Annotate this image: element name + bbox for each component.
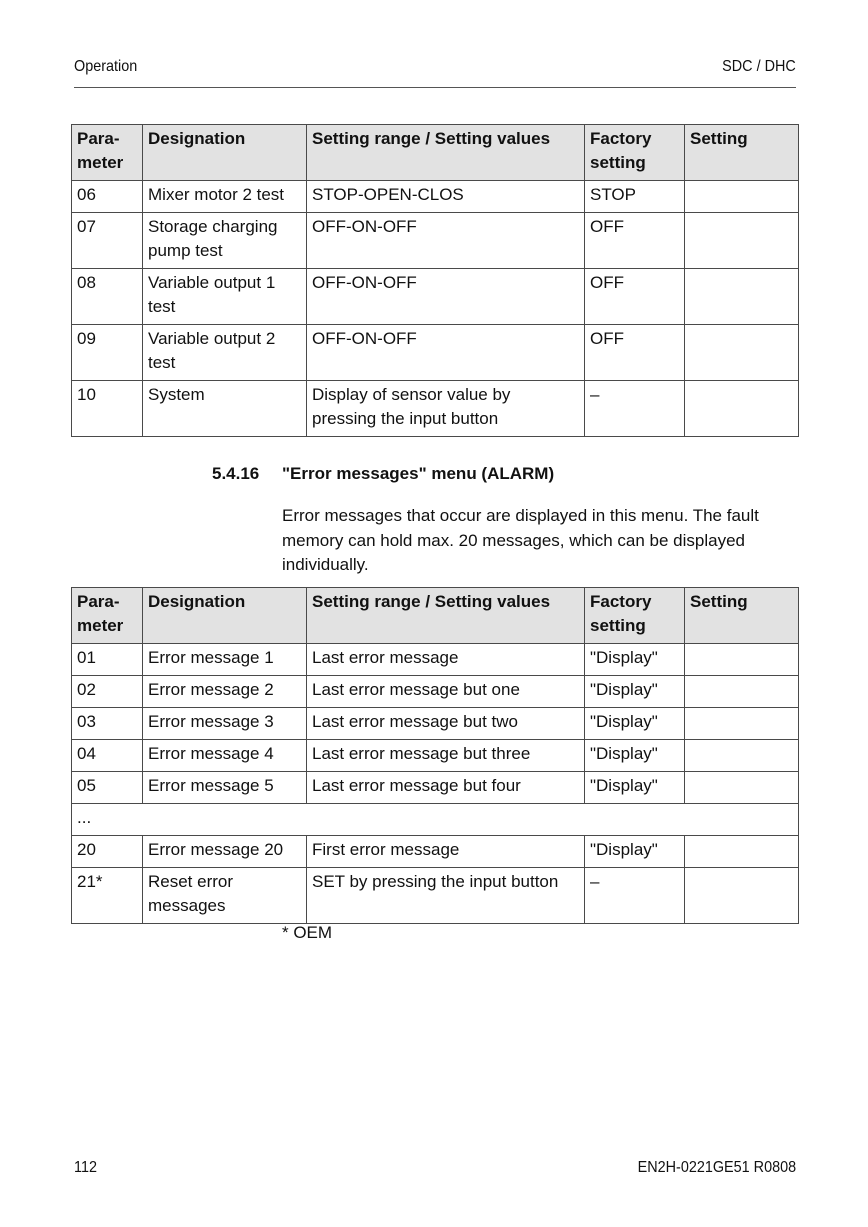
cell-factory-setting: "Display" (585, 708, 685, 740)
cell-designation: Error message 3 (143, 708, 307, 740)
document-id: EN2H-0221GE51 R0808 (637, 1159, 796, 1176)
header-parameter: Para- meter (72, 588, 143, 644)
cell-setting (685, 213, 799, 269)
header-factory-setting: Factory setting (585, 588, 685, 644)
cell-setting-range: SET by pressing the input button (307, 868, 585, 924)
header-designation: Designation (143, 125, 307, 181)
section-title: "Error messages" menu (ALARM) (282, 464, 555, 483)
cell-factory-setting: "Display" (585, 644, 685, 676)
header-factory-setting: Factory setting (585, 125, 685, 181)
cell-designation: Storage charging pump test (143, 213, 307, 269)
table-row (72, 213, 799, 269)
cell-parameter: 04 (72, 740, 143, 772)
cell-setting (685, 676, 799, 708)
footnote-oem: * OEM (282, 923, 333, 942)
cell-factory-setting: STOP (585, 181, 685, 213)
cell-setting (685, 772, 799, 804)
header-product-label: SDC / DHC (722, 58, 796, 75)
table-header-row (72, 125, 799, 181)
cell-parameter: 01 (72, 644, 143, 676)
cell-designation: Error message 20 (143, 836, 307, 868)
table-row (72, 676, 799, 708)
cell-setting (685, 181, 799, 213)
cell-setting-range: Last error message (307, 644, 585, 676)
cell-setting-range: Display of sensor value by pressing the input button (307, 381, 585, 437)
cell-setting-range: Last error message but three (307, 740, 585, 772)
header-designation: Designation (143, 588, 307, 644)
table-row (72, 772, 799, 804)
table-row (72, 836, 799, 868)
cell-setting-range: Last error message but two (307, 708, 585, 740)
table-row (72, 708, 799, 740)
cell-factory-setting: OFF (585, 213, 685, 269)
table-row (72, 381, 799, 437)
section-intro: Error messages that occur are displayed in this menu. The fault memory can hold max. 20 messages, which can be displayed individually. (282, 506, 759, 574)
cell-parameter: 20 (72, 836, 143, 868)
cell-designation: Reset error messages (143, 868, 307, 924)
section-number: 5.4.16 (212, 464, 260, 483)
cell-setting (685, 836, 799, 868)
test-parameters-table (71, 124, 799, 437)
cell-designation: Error message 4 (143, 740, 307, 772)
cell-factory-setting: "Display" (585, 836, 685, 868)
cell-setting-range: OFF-ON-OFF (307, 213, 585, 269)
cell-setting (685, 644, 799, 676)
cell-factory-setting: – (585, 868, 685, 924)
header-setting-range: Setting range / Setting values (307, 125, 585, 181)
cell-designation: System (143, 381, 307, 437)
ellipsis-cell: ... (72, 804, 799, 836)
cell-factory-setting: "Display" (585, 772, 685, 804)
cell-setting-range: First error message (307, 836, 585, 868)
cell-setting (685, 740, 799, 772)
cell-setting-range: STOP-OPEN-CLOS (307, 181, 585, 213)
table-row (72, 868, 799, 924)
header-setting: Setting (685, 125, 799, 181)
cell-parameter: 10 (72, 381, 143, 437)
cell-designation: Variable output 2 test (143, 325, 307, 381)
cell-designation: Error message 5 (143, 772, 307, 804)
table-row (72, 325, 799, 381)
table-row (72, 269, 799, 325)
cell-designation: Error message 1 (143, 644, 307, 676)
table-row (72, 644, 799, 676)
cell-parameter: 21* (72, 868, 143, 924)
cell-parameter: 06 (72, 181, 143, 213)
page-number: 112 (74, 1159, 97, 1176)
cell-parameter: 08 (72, 269, 143, 325)
cell-parameter: 09 (72, 325, 143, 381)
cell-factory-setting: OFF (585, 325, 685, 381)
cell-setting-range: Last error message but one (307, 676, 585, 708)
header-setting-range: Setting range / Setting values (307, 588, 585, 644)
cell-designation: Mixer motor 2 test (143, 181, 307, 213)
cell-setting (685, 381, 799, 437)
cell-setting (685, 708, 799, 740)
cell-factory-setting: OFF (585, 269, 685, 325)
cell-setting-range: Last error message but four (307, 772, 585, 804)
cell-parameter: 07 (72, 213, 143, 269)
page-header (74, 58, 796, 88)
header-parameter: Para- meter (72, 125, 143, 181)
cell-setting (685, 868, 799, 924)
header-section-label: Operation (74, 58, 138, 75)
cell-factory-setting: – (585, 381, 685, 437)
table-row (72, 740, 799, 772)
cell-designation: Error message 2 (143, 676, 307, 708)
cell-setting-range: OFF-ON-OFF (307, 325, 585, 381)
cell-factory-setting: "Display" (585, 676, 685, 708)
cell-parameter: 05 (72, 772, 143, 804)
cell-setting-range: OFF-ON-OFF (307, 269, 585, 325)
cell-setting (685, 325, 799, 381)
cell-designation: Variable output 1 test (143, 269, 307, 325)
cell-factory-setting: "Display" (585, 740, 685, 772)
cell-parameter: 02 (72, 676, 143, 708)
table-row (72, 181, 799, 213)
error-messages-table (71, 587, 799, 924)
header-setting: Setting (685, 588, 799, 644)
table-header-row (72, 588, 799, 644)
cell-setting (685, 269, 799, 325)
ellipsis-row (72, 804, 799, 836)
cell-parameter: 03 (72, 708, 143, 740)
